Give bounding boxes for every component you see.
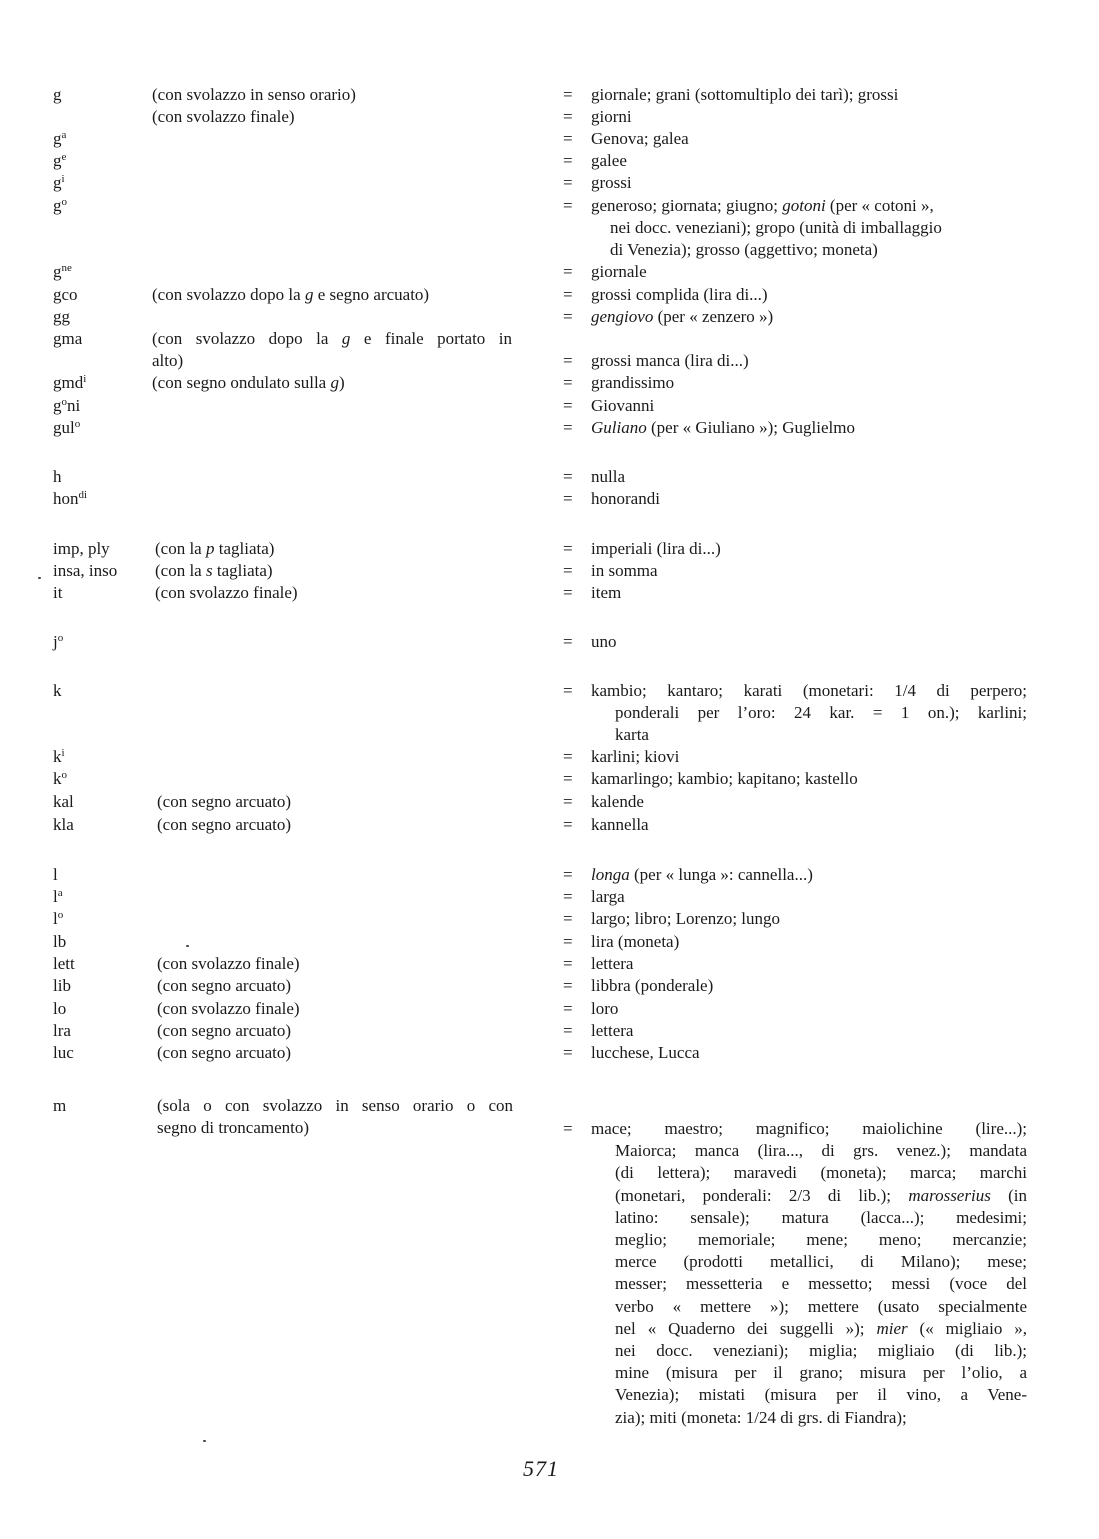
meaning: lettera — [591, 954, 634, 973]
abbreviation: h — [53, 467, 62, 486]
meaning: imperiali (lira di...) — [591, 539, 721, 558]
equals-sign: = — [563, 1043, 573, 1062]
meaning: kalende — [591, 792, 644, 811]
meaning: grossi manca (lira di...) — [591, 351, 749, 370]
meaning: giornale; grani (sottomultiplo dei tarì); grossi — [591, 85, 899, 104]
equals-sign: = — [563, 815, 573, 834]
glyph-note: (con svolazzo dopo la g e finale portato in alto) — [152, 329, 513, 371]
glyph-note: (con svolazzo in senso orario) — [152, 85, 356, 104]
equals-sign: = — [563, 769, 573, 788]
abbreviation: $k^i$ — [53, 747, 65, 766]
abbreviation: imp, ply — [53, 539, 110, 558]
equals-sign: = — [563, 909, 573, 928]
equals-sign: = — [563, 129, 573, 148]
abbreviation: insa, inso — [53, 561, 118, 580]
meaning: mace; maestro; magnifico; maiolichine (lire...); Maiorca; manca (lira..., di grs. venez.); mandata (di lettera); maravedi (moneta); marca; marchi (monetari, ponderali: 2/3 di lib.); marosserius (in latino: sensale); matura (lacca...); medesimi; meglio; memoriale; mene; meno; mercanzie; merce (prodotti metallici, di Milano); mese; messer; messetteria e messetto; messi (voce del verbo « mettere »); mettere (usato specialmente nel « Quaderno dei suggelli »); mier (« migliaio », nei docc. veneziani); miglia; migliaio (di lib.); mine (misura per il grano; misura per l’olio, a Venezia); mistati (misura per il vino, a Vene- zia); miti (moneta: 1/24 di grs. di Fiandra); — [591, 1119, 1028, 1427]
abbreviation: k — [53, 681, 62, 700]
meaning: kambio; kantaro; karati (monetari: 1/4 di perpero; ponderali per l’oro: 24 kar. = 1 on.); karlini; karta — [591, 681, 1027, 745]
abbreviation: kla — [53, 815, 74, 834]
meaning: Giovanni — [591, 396, 655, 415]
abbreviation: $l^a$ — [53, 887, 63, 906]
glyph-note: (con svolazzo finale) — [152, 107, 295, 126]
equals-sign: = — [563, 583, 573, 602]
abbreviation: $g^o$ — [53, 196, 67, 215]
meaning: karlini; kiovi — [591, 747, 680, 766]
meaning: longa (per « lunga »: cannella...) — [591, 865, 813, 884]
glyph-note: (con segno arcuato) — [157, 792, 292, 811]
paper-speck — [203, 1440, 206, 1442]
abbreviation: gg — [53, 307, 70, 326]
meaning: lira (moneta) — [591, 932, 680, 951]
abbreviation: lb — [53, 932, 67, 951]
abbreviation: l — [53, 865, 58, 884]
equals-sign: = — [563, 373, 573, 392]
equals-sign: = — [563, 1119, 573, 1138]
glyph-note: (con svolazzo finale) — [157, 999, 300, 1018]
abbreviation: $l^o$ — [53, 909, 64, 928]
abbreviation: luc — [53, 1043, 74, 1062]
abbreviation: $k^o$ — [53, 769, 67, 788]
equals-sign: = — [563, 196, 573, 215]
equals-sign: = — [563, 561, 573, 580]
meaning: galee — [591, 151, 627, 170]
meaning: grandissimo — [591, 373, 675, 392]
meaning: nulla — [591, 467, 625, 486]
equals-sign: = — [563, 173, 573, 192]
abbreviation: $g^i$ — [53, 173, 65, 192]
meaning: generoso; giornata; giugno; gotoni (per « cotoni », nei docc. veneziani); gropo (unità di imballaggio di Venezia); grosso (aggettivo; moneta) — [591, 196, 942, 260]
meaning: in somma — [591, 561, 658, 580]
page-number: 571 — [523, 1456, 559, 1481]
abbreviation: $g^e$ — [53, 151, 67, 170]
meaning: uno — [591, 632, 617, 651]
equals-sign: = — [563, 418, 573, 437]
abbreviation: lett — [53, 954, 75, 973]
equals-sign: = — [563, 747, 573, 766]
meaning: giornale — [591, 262, 647, 281]
abbreviation: lo — [53, 999, 67, 1018]
meaning: Genova; galea — [591, 129, 689, 148]
meaning: loro — [591, 999, 619, 1018]
glyph-note: (con la p tagliata) — [155, 539, 275, 558]
abbreviation: lra — [53, 1021, 71, 1040]
glyph-note: (con segno arcuato) — [157, 815, 292, 834]
meaning: libbra (ponderale) — [591, 976, 714, 995]
abbreviation: lib — [53, 976, 71, 995]
equals-sign: = — [563, 1021, 573, 1040]
glyph-note: (con svolazzo finale) — [155, 583, 298, 602]
equals-sign: = — [563, 85, 573, 104]
abbreviation: g — [53, 85, 62, 104]
abbreviation: gmd$^i$ — [53, 373, 87, 392]
glyph-note: (con segno arcuato) — [157, 1043, 292, 1062]
glyph-note: (con svolazzo dopo la g e segno arcuato) — [152, 285, 430, 304]
abbreviation: gma — [53, 329, 83, 348]
meaning: lettera — [591, 1021, 634, 1040]
abbreviation: hon$^{di}$ — [53, 489, 88, 508]
meaning: gengiovo (per « zenzero ») — [591, 307, 774, 326]
equals-sign: = — [563, 151, 573, 170]
meaning: Guliano (per « Giuliano »); Guglielmo — [591, 418, 855, 437]
equals-sign: = — [563, 954, 573, 973]
glyph-note: (con segno ondulato sulla g) — [152, 373, 345, 392]
equals-sign: = — [563, 285, 573, 304]
equals-sign: = — [563, 467, 573, 486]
glyph-note: (con svolazzo finale) — [157, 954, 300, 973]
glyph-note: (con segno arcuato) — [157, 1021, 292, 1040]
equals-sign: = — [563, 865, 573, 884]
equals-sign: = — [563, 681, 573, 700]
equals-sign: = — [563, 999, 573, 1018]
meaning: honorandi — [591, 489, 660, 508]
abbreviation: $j^o$ — [53, 632, 64, 651]
equals-sign: = — [563, 632, 573, 651]
paper-speck — [38, 577, 41, 579]
meaning: larga — [591, 887, 625, 906]
meaning: kannella — [591, 815, 649, 834]
equals-sign: = — [563, 539, 573, 558]
equals-sign: = — [563, 489, 573, 508]
meaning: grossi complida (lira di...) — [591, 285, 768, 304]
meaning: largo; libro; Lorenzo; lungo — [591, 909, 781, 928]
equals-sign: = — [563, 351, 573, 370]
abbreviation: $g^oni$ — [53, 396, 81, 415]
meaning: grossi — [591, 173, 632, 192]
abbreviation: it — [53, 583, 63, 602]
equals-sign: = — [563, 976, 573, 995]
equals-sign: = — [563, 887, 573, 906]
meaning: lucchese, Lucca — [591, 1043, 700, 1062]
paper-speck — [186, 945, 189, 947]
meaning: kamarlingo; kambio; kapitano; kastello — [591, 769, 858, 788]
equals-sign: = — [563, 932, 573, 951]
equals-sign: = — [563, 396, 573, 415]
abbreviation: $g^a$ — [53, 129, 67, 148]
meaning: item — [591, 583, 622, 602]
equals-sign: = — [563, 107, 573, 126]
glyph-note: (con la s tagliata) — [155, 561, 273, 580]
abbreviation: $g^{ne}$ — [53, 262, 72, 281]
equals-sign: = — [563, 262, 573, 281]
abbreviation: kal — [53, 792, 74, 811]
equals-sign: = — [563, 307, 573, 326]
equals-sign: = — [563, 792, 573, 811]
abbreviation: m — [53, 1096, 67, 1115]
glyph-note: (sola o con svolazzo in senso orario o con segno di troncamento) — [157, 1096, 513, 1138]
meaning: giorni — [591, 107, 632, 126]
abbreviation: gul$^o$ — [53, 418, 81, 437]
glyph-note: (con segno arcuato) — [157, 976, 292, 995]
abbreviation: gco — [53, 285, 78, 304]
